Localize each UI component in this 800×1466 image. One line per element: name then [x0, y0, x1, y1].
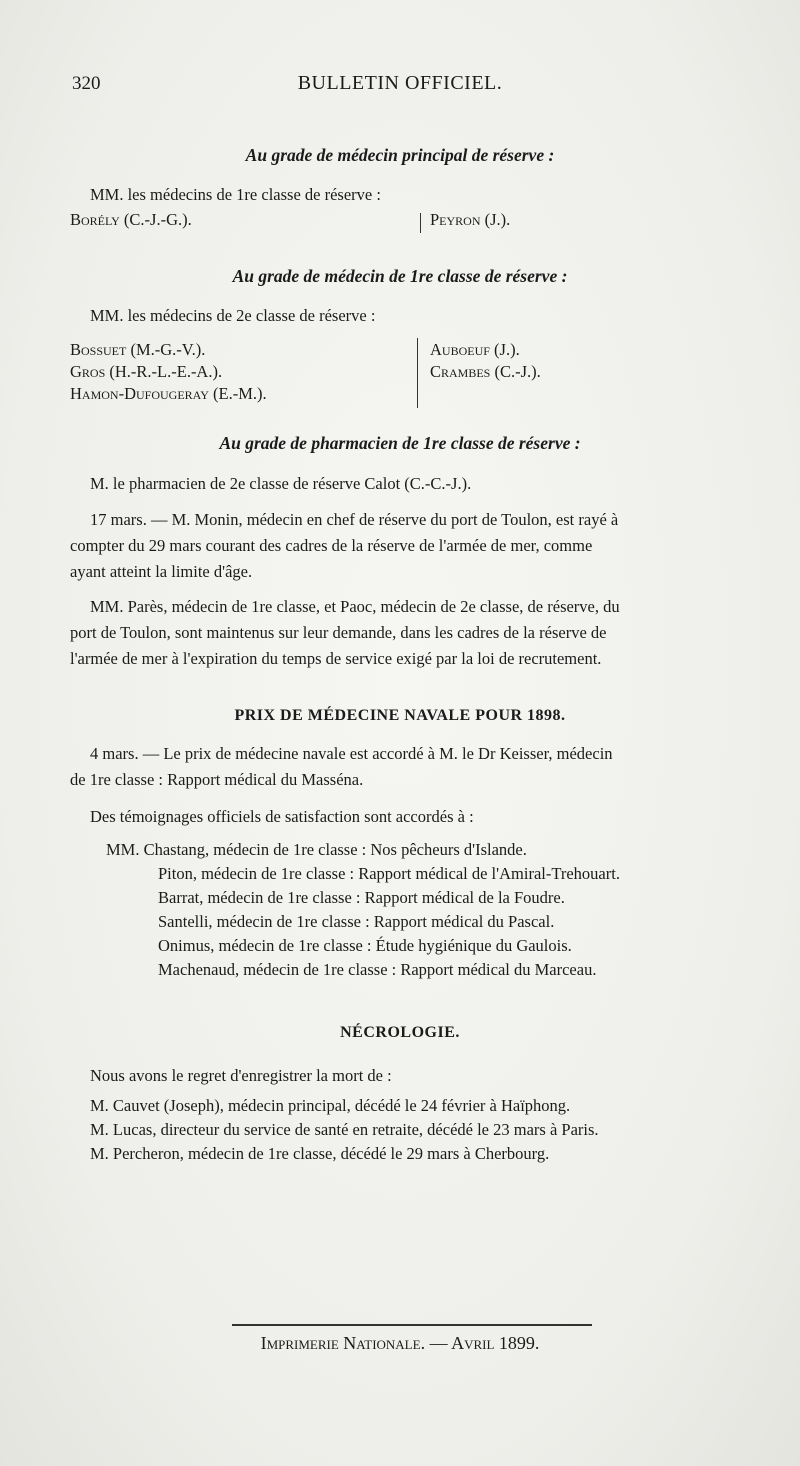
prix-title: PRIX DE MÉDECINE NAVALE POUR 1898. [234, 707, 566, 724]
section3-heading: Au grade de pharmacien de 1re classe de réserve : [219, 433, 581, 453]
section2-left-item: Hamon-Dufougeray (E.-M.). [70, 384, 267, 403]
necrologie-item: M. Cauvet (Joseph), médecin principal, décédé le 24 février à Haïphong. [90, 1096, 571, 1115]
monin-paragraph-line: ayant atteint la limite d'âge. [70, 562, 253, 581]
section1-right-item: Peyron (J.). [430, 210, 511, 229]
section1-left-item: Borély (C.-J.-G.). [70, 210, 192, 229]
section2-column-divider [417, 338, 418, 408]
monin-paragraph-line: compter du 29 mars courant des cadres de la réserve de l'armée de mer, comme [70, 536, 593, 555]
section2-left-item: Bossuet (M.-G.-V.). [70, 340, 206, 359]
section2-right-item: Crambes (C.-J.). [430, 362, 541, 381]
section1-heading: Au grade de médecin principal de réserve : [245, 145, 555, 165]
printer-imprint: Imprimerie Nationale. — Avril 1899. [260, 1333, 540, 1353]
section2-right-item: Auboeuf (J.). [430, 340, 520, 359]
section2-left-item: Gros (H.-R.-L.-E.-A.). [70, 362, 223, 381]
section2-heading: Au grade de médecin de 1re classe de réserve : [232, 266, 568, 286]
footer-rule [232, 1324, 592, 1326]
section3-line: M. le pharmacien de 2e classe de réserve Calot (C.-C.-J.). [90, 474, 472, 493]
monin-paragraph-line: 17 mars. — M. Monin, médecin en chef de réserve du port de Toulon, est rayé à [90, 510, 619, 529]
prix-list-item: Onimus, médecin de 1re classe : Étude hygiénique du Gaulois. [158, 936, 572, 955]
necrologie-item: M. Percheron, médecin de 1re classe, décédé le 29 mars à Cherbourg. [90, 1144, 550, 1163]
prix-list-item: MM. Chastang, médecin de 1re classe : Nos pêcheurs d'Islande. [106, 840, 527, 859]
prix-list-item: Machenaud, médecin de 1re classe : Rapport médical du Marceau. [158, 960, 597, 979]
pares-paragraph-line: MM. Parès, médecin de 1re classe, et Paoc, médecin de 2e classe, de réserve, du [90, 597, 620, 616]
running-head: BULLETIN OFFICIEL. [297, 72, 503, 94]
prix-list-item: Santelli, médecin de 1re classe : Rapport médical du Pascal. [158, 912, 555, 931]
pares-paragraph-line: l'armée de mer à l'expiration du temps de service exigé par la loi de recrutement. [70, 649, 602, 668]
prix-intro: Des témoignages officiels de satisfaction sont accordés à : [90, 807, 474, 826]
pares-paragraph-line: port de Toulon, sont maintenus sur leur demande, dans les cadres de la réserve de [70, 623, 607, 642]
section1-intro: MM. les médecins de 1re classe de réserve : [90, 185, 381, 204]
necrologie-item: M. Lucas, directeur du service de santé en retraite, décédé le 23 mars à Paris. [90, 1120, 599, 1139]
page-number: 320 [72, 73, 101, 94]
section1-column-divider [420, 213, 421, 233]
prix-paragraph-line: 4 mars. — Le prix de médecine navale est accordé à M. le Dr Keisser, médecin [90, 744, 613, 763]
necrologie-title: NÉCROLOGIE. [340, 1024, 460, 1041]
prix-list-item: Barrat, médecin de 1re classe : Rapport médical de la Foudre. [158, 888, 565, 907]
prix-list-item: Piton, médecin de 1re classe : Rapport médical de l'Amiral-Trehouart. [158, 864, 620, 883]
prix-paragraph-line: de 1re classe : Rapport médical du Masséna. [70, 770, 364, 789]
section2-intro: MM. les médecins de 2e classe de réserve : [90, 306, 376, 325]
necrologie-intro: Nous avons le regret d'enregistrer la mort de : [90, 1066, 392, 1085]
